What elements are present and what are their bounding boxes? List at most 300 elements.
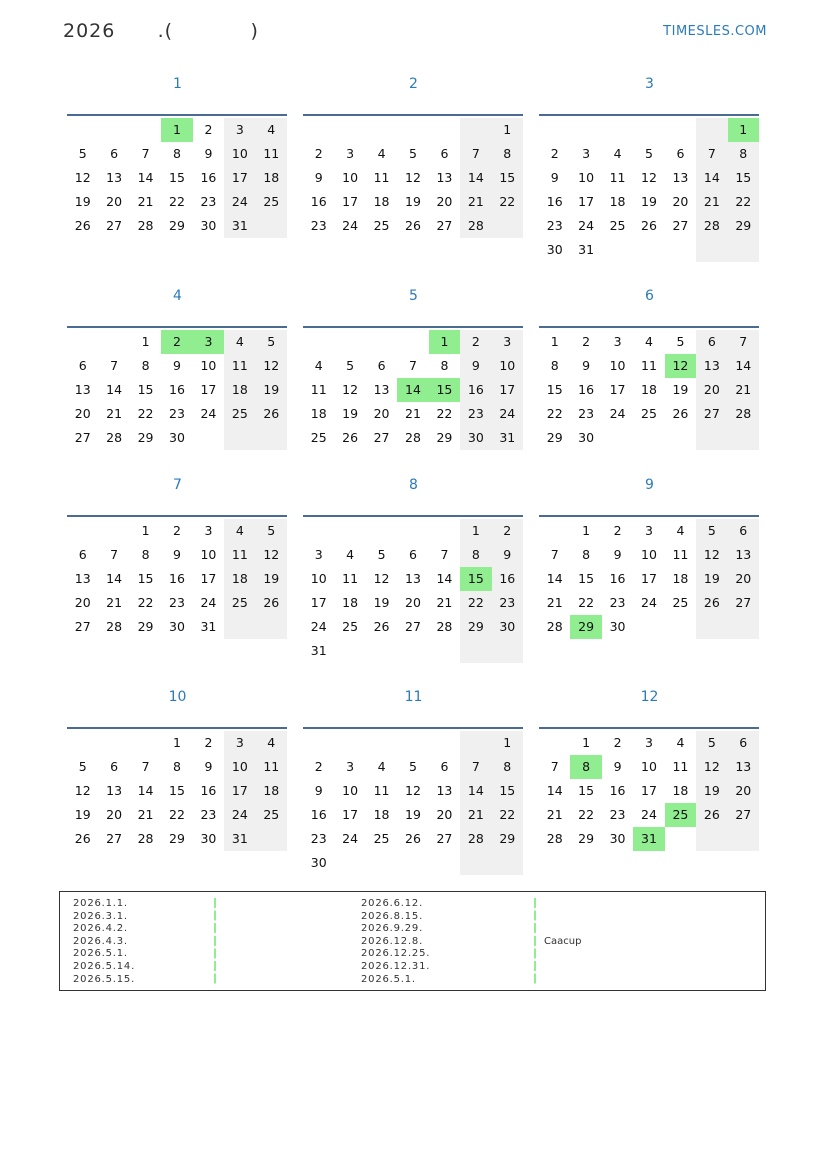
- empty-day-cell: [397, 330, 428, 354]
- empty-day-cell: [256, 827, 287, 851]
- day-cell: 25: [256, 190, 287, 214]
- day-cell: 8: [141, 547, 150, 562]
- day-cell: 1: [460, 519, 491, 543]
- month-grid: [303, 326, 523, 450]
- day-cell: 10: [492, 354, 523, 378]
- day-cell: 17: [578, 194, 595, 209]
- empty-day-cell: [460, 851, 491, 875]
- day-cell: 28: [546, 831, 563, 846]
- day-cell: 12: [641, 170, 657, 185]
- day-cell: 22: [169, 807, 185, 822]
- day-cell: 17: [224, 779, 255, 803]
- month-grid: [539, 727, 759, 851]
- day-cell: 1: [492, 118, 523, 142]
- day-cell: 16: [169, 382, 185, 397]
- day-cell: 3: [492, 330, 523, 354]
- empty-day-cell: [366, 118, 397, 142]
- day-cell: 19: [696, 779, 727, 803]
- day-cell: 22: [492, 190, 523, 214]
- empty-day-cell: [397, 851, 428, 875]
- day-cell: 27: [106, 218, 123, 233]
- empty-day-cell: [602, 238, 633, 262]
- empty-day-cell: [633, 118, 664, 142]
- empty-day-cell: [366, 330, 397, 354]
- day-cell: 6: [409, 547, 417, 562]
- empty-day-cell: [728, 615, 759, 639]
- day-cell: 7: [550, 547, 559, 562]
- day-cell: 12: [342, 382, 359, 397]
- day-cell: 24: [578, 218, 595, 233]
- day-cell: 7: [550, 759, 559, 774]
- day-cell: 18: [672, 783, 689, 798]
- empty-day-cell: [256, 426, 287, 450]
- day-cell: 2: [314, 146, 323, 161]
- day-cell: 22: [436, 406, 453, 421]
- day-cell: 25: [224, 591, 255, 615]
- day-cell: 14: [397, 378, 428, 402]
- day-cell: 30: [310, 855, 327, 870]
- month-grid: [67, 727, 287, 851]
- day-cell: 27: [728, 803, 759, 827]
- day-cell: 29: [728, 214, 759, 238]
- day-cell: 20: [373, 406, 390, 421]
- day-cell: 13: [696, 354, 727, 378]
- month-name: 1: [173, 76, 182, 92]
- day-cell: 4: [256, 731, 287, 755]
- month-12: [539, 687, 760, 846]
- day-cell: 23: [609, 807, 626, 822]
- day-cell: 14: [106, 382, 123, 397]
- day-cell: 19: [74, 194, 91, 209]
- day-cell: 10: [641, 759, 657, 774]
- day-cell: 6: [110, 759, 119, 774]
- empty-day-cell: [334, 519, 365, 543]
- empty-day-cell: [492, 851, 523, 875]
- day-cell: 15: [728, 166, 759, 190]
- day-cell: 30: [169, 619, 185, 634]
- empty-day-cell: [696, 238, 727, 262]
- day-cell: 28: [546, 619, 563, 634]
- day-cell: 28: [106, 619, 123, 634]
- day-cell: 22: [578, 595, 595, 610]
- day-cell: 17: [609, 382, 626, 397]
- day-cell: 4: [645, 334, 653, 349]
- day-cell: 8: [440, 358, 449, 373]
- site-logo-link[interactable]: TIMESLES.COM: [663, 24, 767, 39]
- day-cell: 5: [645, 146, 653, 161]
- day-cell: 11: [224, 543, 255, 567]
- empty-day-cell: [429, 851, 460, 875]
- day-cell: 2: [613, 523, 622, 538]
- day-cell: 16: [200, 170, 217, 185]
- day-cell: 24: [641, 595, 657, 610]
- day-cell: 13: [373, 382, 390, 397]
- day-cell: 15: [460, 567, 491, 591]
- day-cell: 15: [169, 170, 185, 185]
- day-cell: 26: [405, 831, 421, 846]
- empty-day-cell: [429, 731, 460, 755]
- day-cell: 16: [460, 378, 491, 402]
- day-cell: 22: [460, 591, 491, 615]
- empty-day-cell: [460, 731, 491, 755]
- day-cell: 1: [582, 523, 591, 538]
- legend-date: 2026.12.31.: [361, 960, 431, 972]
- empty-day-cell: [397, 731, 428, 755]
- page-title: [63, 20, 259, 42]
- month-name: 10: [168, 689, 187, 705]
- day-cell: 16: [546, 194, 563, 209]
- day-cell: 22: [137, 595, 154, 610]
- day-cell: 12: [405, 783, 421, 798]
- day-cell: 13: [436, 170, 453, 185]
- day-cell: 1: [550, 334, 559, 349]
- empty-day-cell: [366, 851, 397, 875]
- day-cell: 27: [672, 218, 689, 233]
- month-2: [303, 74, 524, 233]
- day-cell: 10: [578, 170, 595, 185]
- month-name: 8: [409, 477, 418, 493]
- day-cell: 26: [256, 591, 287, 615]
- day-cell: 17: [310, 595, 327, 610]
- day-cell: 29: [169, 831, 185, 846]
- empty-day-cell: [303, 519, 334, 543]
- day-cell: 29: [460, 615, 491, 639]
- day-cell: 4: [613, 146, 622, 161]
- day-cell: 20: [106, 194, 123, 209]
- day-cell: 20: [106, 807, 123, 822]
- empty-day-cell: [728, 827, 759, 851]
- day-cell: 31: [200, 619, 217, 634]
- day-cell: 4: [676, 735, 685, 750]
- day-cell: 7: [141, 146, 150, 161]
- day-cell: 19: [641, 194, 657, 209]
- day-cell: 28: [137, 831, 154, 846]
- day-cell: 23: [492, 591, 523, 615]
- day-cell: 7: [110, 358, 119, 373]
- legend-date: 2026.6.12.: [361, 898, 424, 909]
- day-cell: 14: [106, 571, 123, 586]
- day-cell: 11: [672, 547, 689, 562]
- day-cell: 10: [224, 755, 255, 779]
- empty-day-cell: [303, 731, 334, 755]
- day-cell: 4: [377, 146, 386, 161]
- empty-day-cell: [665, 118, 696, 142]
- day-cell: 5: [696, 519, 727, 543]
- day-cell: 5: [409, 759, 417, 774]
- legend-date: 2026.1.1.: [73, 898, 128, 909]
- day-cell: 17: [224, 166, 255, 190]
- day-cell: 24: [200, 406, 217, 421]
- month-11: [303, 687, 524, 870]
- day-cell: 28: [460, 214, 491, 238]
- day-cell: 18: [672, 571, 689, 586]
- day-cell: 13: [106, 783, 123, 798]
- day-cell: 6: [728, 519, 759, 543]
- day-cell: 8: [582, 547, 591, 562]
- month-grid: [67, 515, 287, 639]
- day-cell: 25: [373, 831, 390, 846]
- day-cell: 10: [200, 547, 217, 562]
- day-cell: 21: [137, 807, 154, 822]
- empty-day-cell: [492, 214, 523, 238]
- day-cell: 4: [314, 358, 323, 373]
- day-cell: 6: [696, 330, 727, 354]
- day-cell: 30: [460, 426, 491, 450]
- day-cell: 24: [342, 218, 359, 233]
- day-cell: 11: [672, 759, 689, 774]
- day-cell: 25: [609, 218, 626, 233]
- month-name: 2: [409, 76, 418, 92]
- day-cell: 22: [728, 190, 759, 214]
- day-cell: 27: [728, 591, 759, 615]
- day-cell: 16: [609, 783, 626, 798]
- day-cell: 21: [106, 406, 123, 421]
- empty-day-cell: [665, 238, 696, 262]
- day-cell: 21: [436, 595, 453, 610]
- day-cell: 9: [314, 170, 323, 185]
- month-name: 7: [173, 477, 182, 493]
- day-cell: 21: [460, 190, 491, 214]
- day-cell: 5: [256, 519, 287, 543]
- month-5: [303, 286, 524, 445]
- day-cell: 3: [204, 523, 213, 538]
- day-cell: 14: [460, 166, 491, 190]
- day-cell: 28: [696, 214, 727, 238]
- day-cell: 5: [696, 731, 727, 755]
- month-name: 3: [645, 76, 654, 92]
- day-cell: 12: [665, 354, 696, 378]
- empty-day-cell: [366, 519, 397, 543]
- day-cell: 15: [492, 779, 523, 803]
- day-cell: 23: [310, 831, 327, 846]
- day-cell: 11: [256, 755, 287, 779]
- day-cell: 8: [141, 358, 150, 373]
- day-cell: 17: [342, 194, 359, 209]
- day-cell: 7: [460, 142, 491, 166]
- day-cell: 7: [141, 759, 150, 774]
- day-cell: 13: [74, 571, 91, 586]
- day-cell: 5: [409, 146, 417, 161]
- day-cell: 27: [74, 619, 91, 634]
- day-cell: 15: [546, 382, 563, 397]
- day-cell: 3: [582, 146, 591, 161]
- day-cell: 18: [256, 166, 287, 190]
- day-cell: 20: [672, 194, 689, 209]
- day-cell: 27: [436, 218, 453, 233]
- day-cell: 23: [310, 218, 327, 233]
- day-cell: 3: [645, 523, 653, 538]
- day-cell: 12: [256, 354, 287, 378]
- day-cell: 29: [578, 831, 595, 846]
- empty-day-cell: [193, 426, 224, 450]
- day-cell: 8: [550, 358, 559, 373]
- day-cell: 12: [373, 571, 390, 586]
- day-cell: 25: [665, 803, 696, 827]
- month-grid: [303, 114, 523, 238]
- day-cell: 21: [546, 807, 563, 822]
- day-cell: 17: [641, 571, 657, 586]
- legend-date: 2026.3.1.: [73, 910, 128, 922]
- day-cell: 18: [224, 567, 255, 591]
- day-cell: 23: [200, 194, 217, 209]
- day-cell: 1: [141, 523, 150, 538]
- legend-date: 2026.5.1.: [73, 948, 128, 960]
- day-cell: 11: [310, 382, 327, 397]
- day-cell: 12: [256, 543, 287, 567]
- day-cell: 18: [373, 194, 390, 209]
- day-cell: 1: [429, 330, 460, 354]
- day-cell: 14: [546, 571, 563, 586]
- day-cell: 26: [74, 831, 91, 846]
- empty-day-cell: [696, 615, 727, 639]
- day-cell: 7: [409, 358, 417, 373]
- empty-day-cell: [696, 827, 727, 851]
- day-cell: 27: [106, 831, 123, 846]
- day-cell: 7: [696, 142, 727, 166]
- day-cell: 3: [193, 330, 224, 354]
- day-cell: 23: [169, 595, 185, 610]
- day-cell: 20: [436, 194, 453, 209]
- empty-day-cell: [665, 827, 696, 851]
- year-label: 2026: [63, 20, 116, 42]
- day-cell: 15: [429, 378, 460, 402]
- day-cell: 22: [492, 803, 523, 827]
- day-cell: 7: [440, 547, 449, 562]
- day-cell: 11: [342, 571, 359, 586]
- empty-day-cell: [397, 639, 428, 663]
- day-cell: 8: [492, 755, 523, 779]
- day-cell: 12: [405, 170, 421, 185]
- month-name: 11: [404, 689, 423, 705]
- month-6: [539, 286, 760, 445]
- day-cell: 9: [582, 358, 591, 373]
- day-cell: 2: [204, 122, 213, 137]
- empty-day-cell: [130, 731, 161, 755]
- empty-day-cell: [397, 118, 428, 142]
- day-cell: 24: [609, 406, 626, 421]
- day-cell: 3: [224, 118, 255, 142]
- day-cell: 4: [224, 519, 255, 543]
- day-cell: 17: [492, 378, 523, 402]
- legend-note: Caacup: [544, 936, 582, 947]
- day-cell: 24: [641, 807, 657, 822]
- day-cell: 9: [173, 358, 181, 373]
- day-cell: 27: [405, 619, 421, 634]
- day-cell: 18: [256, 779, 287, 803]
- month-4: [67, 286, 288, 445]
- day-cell: 13: [728, 755, 759, 779]
- day-cell: 28: [460, 827, 491, 851]
- month-grid: [539, 326, 759, 450]
- day-cell: 2: [492, 519, 523, 543]
- day-cell: 15: [169, 783, 185, 798]
- day-cell: 26: [641, 218, 657, 233]
- day-cell: 22: [578, 807, 595, 822]
- day-cell: 23: [609, 595, 626, 610]
- day-cell: 15: [578, 783, 595, 798]
- empty-day-cell: [460, 118, 491, 142]
- day-cell: 23: [546, 218, 563, 233]
- empty-day-cell: [98, 118, 129, 142]
- day-cell: 14: [696, 166, 727, 190]
- day-cell: 24: [342, 831, 359, 846]
- empty-day-cell: [67, 118, 98, 142]
- day-cell: 26: [74, 218, 91, 233]
- day-cell: 30: [609, 619, 626, 634]
- day-cell: 15: [137, 382, 154, 397]
- day-cell: 16: [310, 807, 327, 822]
- legend-marker-right: [534, 898, 536, 984]
- month-name: 4: [173, 288, 182, 304]
- day-cell: 30: [169, 430, 185, 445]
- day-cell: 22: [137, 406, 154, 421]
- day-cell: 2: [314, 759, 323, 774]
- empty-day-cell: [492, 639, 523, 663]
- day-cell: 24: [224, 190, 255, 214]
- day-cell: 14: [137, 783, 154, 798]
- day-cell: 22: [169, 194, 185, 209]
- day-cell: 4: [377, 759, 386, 774]
- day-cell: 21: [546, 595, 563, 610]
- day-cell: 13: [106, 170, 123, 185]
- day-cell: 20: [436, 807, 453, 822]
- day-cell: 11: [373, 170, 390, 185]
- day-cell: 23: [200, 807, 217, 822]
- month-name: 5: [409, 288, 418, 304]
- day-cell: 21: [460, 803, 491, 827]
- empty-day-cell: [602, 426, 633, 450]
- day-cell: 8: [728, 142, 759, 166]
- day-cell: 6: [110, 146, 119, 161]
- day-cell: 1: [492, 731, 523, 755]
- day-cell: 29: [137, 430, 154, 445]
- day-cell: 20: [728, 779, 759, 803]
- empty-day-cell: [334, 330, 365, 354]
- month-grid: [67, 114, 287, 238]
- day-cell: 15: [137, 571, 154, 586]
- legend-date: 2026.5.14.: [73, 960, 136, 972]
- month-9: [539, 475, 760, 634]
- day-cell: 11: [224, 354, 255, 378]
- empty-day-cell: [696, 118, 727, 142]
- empty-day-cell: [633, 426, 664, 450]
- day-cell: 12: [74, 170, 91, 185]
- day-cell: 6: [676, 146, 685, 161]
- day-cell: 9: [314, 783, 323, 798]
- day-cell: 26: [696, 591, 727, 615]
- day-cell: 27: [74, 430, 91, 445]
- empty-day-cell: [429, 639, 460, 663]
- day-cell: 1: [161, 118, 192, 142]
- day-cell: 27: [436, 831, 453, 846]
- day-cell: 19: [256, 567, 287, 591]
- day-cell: 11: [641, 358, 657, 373]
- day-cell: 1: [582, 735, 591, 750]
- day-cell: 19: [373, 595, 390, 610]
- day-cell: 10: [609, 358, 626, 373]
- empty-day-cell: [224, 426, 255, 450]
- empty-day-cell: [67, 519, 98, 543]
- legend-date: 2026.8.15.: [361, 910, 424, 922]
- day-cell: 21: [696, 190, 727, 214]
- empty-day-cell: [303, 118, 334, 142]
- day-cell: 17: [200, 382, 217, 397]
- month-10: [67, 687, 288, 846]
- day-cell: 10: [224, 142, 255, 166]
- day-cell: 2: [550, 146, 559, 161]
- day-cell: 16: [578, 382, 595, 397]
- day-cell: 3: [613, 334, 622, 349]
